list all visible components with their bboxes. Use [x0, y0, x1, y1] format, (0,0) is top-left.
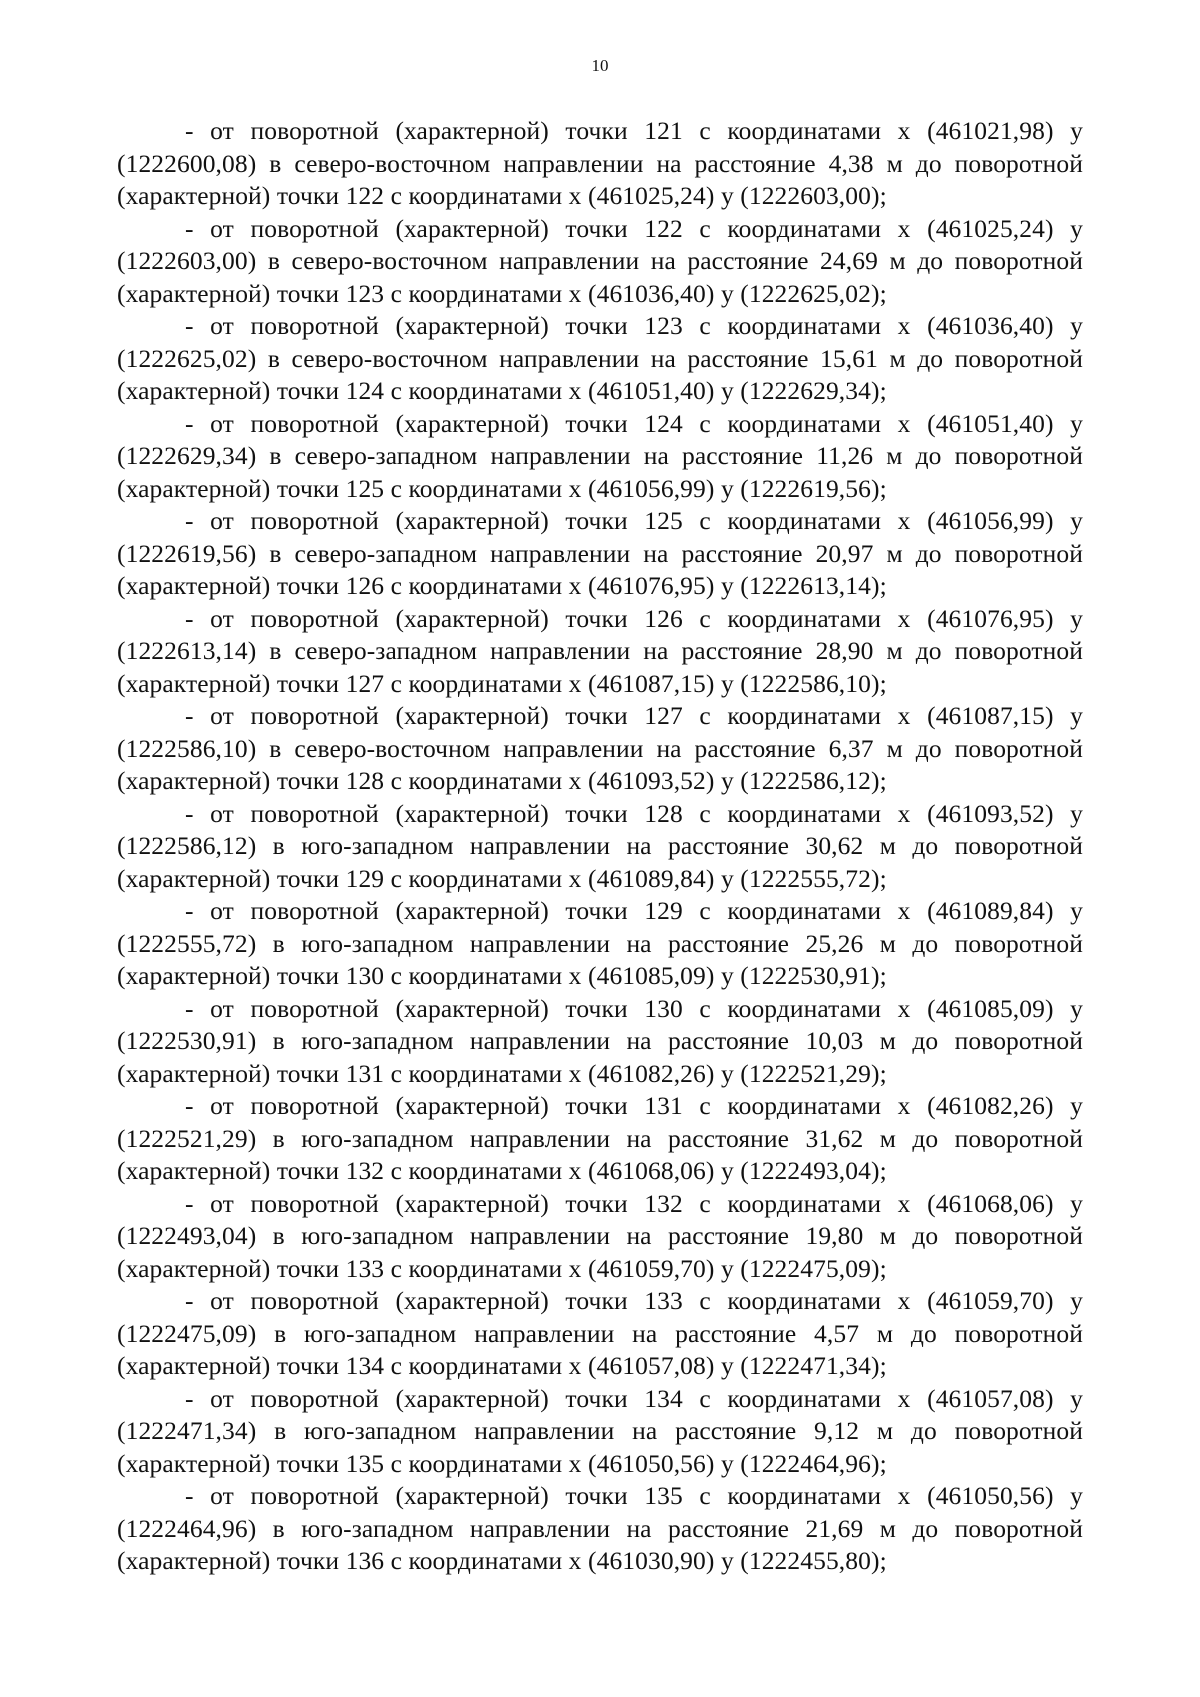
- boundary-segment-paragraph: - от поворотной (характерной) точки 121 с координатами х (461021,98) у (1222600,08) в северо-восточном направлении на расстояние 4,38 м до поворотной (характерной) точки 122 с координатами х (461025,24) у (1222603,00);: [117, 116, 1083, 210]
- boundary-segment-paragraph: - от поворотной (характерной) точки 126 с координатами х (461076,95) у (1222613,14) в северо-западном направлении на расстояние 28,90 м до поворотной (характерной) точки 127 с координатами х (461087,15) у (1222586,10);: [117, 603, 1083, 698]
- boundary-segment-paragraph: - от поворотной (характерной) точки 129 с координатами х (461089,84) у (1222555,72) в юго-западном направлении на расстояние 25,26 м до поворотной (характерной) точки 130 с координатами х (461085,09) у (1222530,91);: [117, 896, 1083, 990]
- document-body: [117, 115, 1083, 1578]
- boundary-segment-paragraph: - от поворотной (характерной) точки 128 с координатами х (461093,52) у (1222586,12) в юго-западном направлении на расстояние 30,62 м до поворотной (характерной) точки 129 с координатами х (461089,84) у (1222555,72);: [117, 798, 1083, 893]
- boundary-segment-paragraph: - от поворотной (характерной) точки 123 с координатами х (461036,40) у (1222625,02) в северо-восточном направлении на расстояние 15,61 м до поворотной (характерной) точки 124 с координатами х (461051,40) у (1222629,34);: [117, 311, 1083, 405]
- boundary-segment-paragraph: - от поворотной (характерной) точки 124 с координатами х (461051,40) у (1222629,34) в северо-западном направлении на расстояние 11,26 м до поворотной (характерной) точки 125 с координатами х (461056,99) у (1222619,56);: [117, 408, 1083, 503]
- boundary-segment-paragraph: - от поворотной (характерной) точки 125 с координатами х (461056,99) у (1222619,56) в северо-западном направлении на расстояние 20,97 м до поворотной (характерной) точки 126 с координатами х (461076,95) у (1222613,14);: [117, 506, 1083, 600]
- boundary-segment-paragraph: - от поворотной (характерной) точки 131 с координатами х (461082,26) у (1222521,29) в юго-западном направлении на расстояние 31,62 м до поворотной (характерной) точки 132 с координатами х (461068,06) у (1222493,04);: [117, 1091, 1083, 1185]
- boundary-segment-paragraph: - от поворотной (характерной) точки 132 с координатами х (461068,06) у (1222493,04) в юго-западном направлении на расстояние 19,80 м до поворотной (характерной) точки 133 с координатами х (461059,70) у (1222475,09);: [117, 1188, 1083, 1283]
- boundary-segment-paragraph: - от поворотной (характерной) точки 130 с координатами х (461085,09) у (1222530,91) в юго-западном направлении на расстояние 10,03 м до поворотной (характерной) точки 131 с координатами х (461082,26) у (1222521,29);: [117, 993, 1083, 1088]
- boundary-segment-paragraph: - от поворотной (характерной) точки 133 с координатами х (461059,70) у (1222475,09) в юго-западном направлении на расстояние 4,57 м до поворотной (характерной) точки 134 с координатами х (461057,08) у (1222471,34);: [117, 1286, 1083, 1380]
- boundary-segment-paragraph: - от поворотной (характерной) точки 135 с координатами х (461050,56) у (1222464,96) в юго-западном направлении на расстояние 21,69 м до поворотной (характерной) точки 136 с координатами х (461030,90) у (1222455,80);: [117, 1481, 1083, 1575]
- boundary-segment-paragraph: - от поворотной (характерной) точки 122 с координатами х (461025,24) у (1222603,00) в северо-восточном направлении на расстояние 24,69 м до поворотной (характерной) точки 123 с координатами х (461036,40) у (1222625,02);: [117, 213, 1083, 308]
- page-number: 10: [591, 56, 609, 75]
- boundary-segment-paragraph: - от поворотной (характерной) точки 127 с координатами х (461087,15) у (1222586,10) в северо-восточном направлении на расстояние 6,37 м до поворотной (характерной) точки 128 с координатами х (461093,52) у (1222586,12);: [117, 701, 1083, 795]
- boundary-segment-paragraph: - от поворотной (характерной) точки 134 с координатами х (461057,08) у (1222471,34) в юго-западном направлении на расстояние 9,12 м до поворотной (характерной) точки 135 с координатами х (461050,56) у (1222464,96);: [117, 1383, 1083, 1478]
